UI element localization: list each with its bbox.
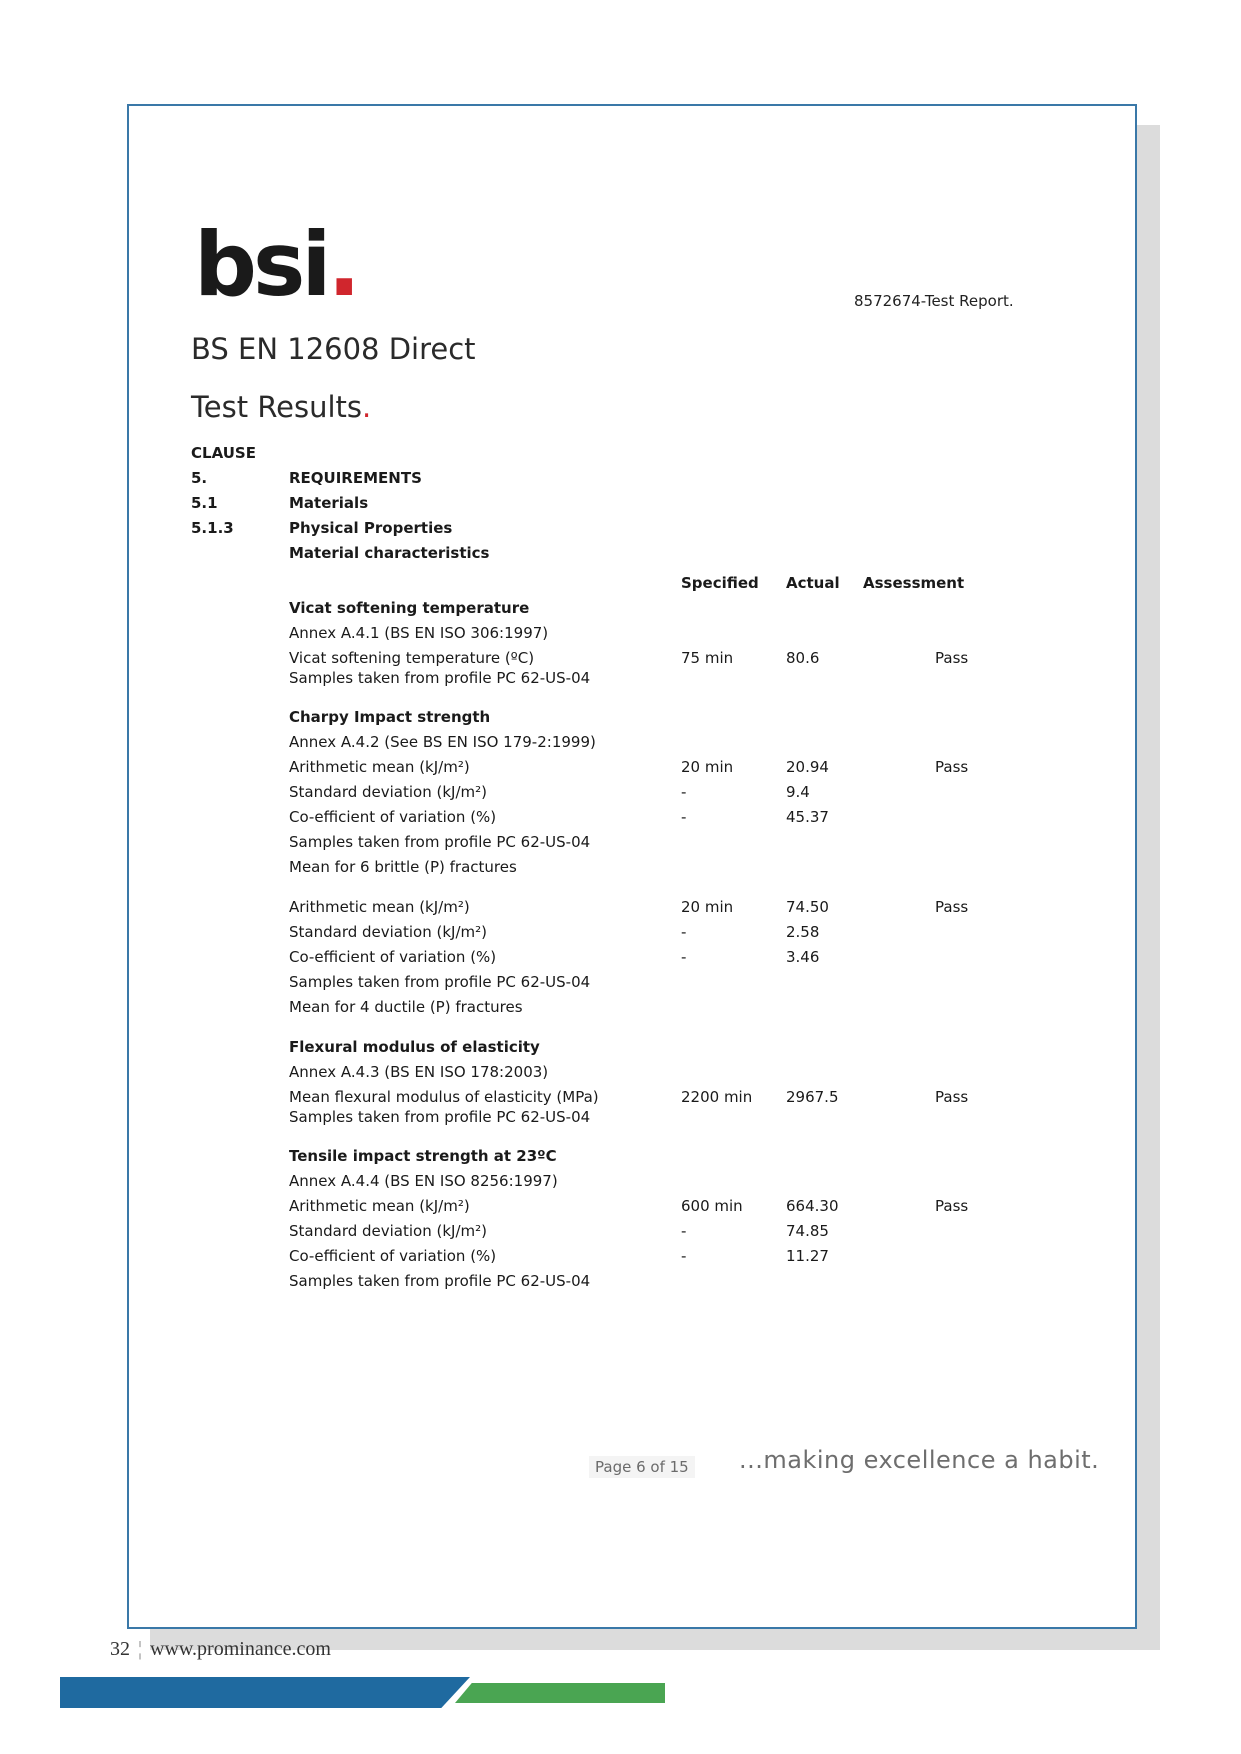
specified-value: - [681, 923, 687, 941]
specified-value: 20 min [681, 898, 734, 916]
annex-reference: Annex A.4.2 (See BS EN ISO 179-2:1999) [289, 733, 596, 751]
annex-reference: Annex A.4.4 (BS EN ISO 8256:1997) [289, 1172, 558, 1190]
specified-value: 75 min [681, 649, 734, 667]
assessment-value: Pass [935, 898, 969, 916]
test-group-title: Flexural modulus of elasticity [289, 1038, 540, 1056]
assessment-value: Pass [935, 1197, 969, 1215]
clause-label: Material characteristics [289, 544, 490, 562]
specified-value: - [681, 1247, 687, 1265]
clause-number: 5.1.3 [191, 519, 234, 537]
clause-label: REQUIREMENTS [289, 469, 422, 487]
samples-note: Samples taken from profile PC 62-US-04 [289, 1272, 591, 1290]
property-label: Standard deviation (kJ/m²) [289, 923, 487, 941]
report-page-frame [127, 104, 1137, 1629]
samples-note: Samples taken from profile PC 62-US-04 [289, 833, 591, 851]
test-group-title: Charpy Impact strength [289, 708, 491, 726]
clause-number: 5.1 [191, 494, 218, 512]
specified-value: 2200 min [681, 1088, 753, 1106]
property-label: Mean flexural modulus of elasticity (MPa) [289, 1088, 599, 1106]
section-title: Test Results. [191, 390, 372, 424]
footer-green-bar [455, 1683, 665, 1703]
actual-value: 2967.5 [786, 1088, 839, 1106]
actual-value: 74.50 [786, 898, 829, 916]
assessment-value: Pass [935, 1088, 969, 1106]
bsi-tagline: ...making excellence a habit. [739, 1446, 1100, 1474]
report-page-number: Page 6 of 15 [589, 1456, 695, 1478]
property-label: Arithmetic mean (kJ/m²) [289, 898, 470, 916]
column-header-specified: Specified [681, 574, 759, 592]
test-group-title: Vicat softening temperature [289, 599, 530, 617]
specified-value: - [681, 948, 687, 966]
specified-value: 20 min [681, 758, 734, 776]
property-label: Co-efficient of variation (%) [289, 808, 497, 826]
footer-separator: ¦ [138, 1638, 143, 1660]
assessment-value: Pass [935, 649, 969, 667]
samples-note: Samples taken from profile PC 62-US-04 [289, 669, 591, 687]
annex-reference: Annex A.4.3 (BS EN ISO 178:2003) [289, 1063, 549, 1081]
property-label: Standard deviation (kJ/m²) [289, 1222, 487, 1240]
property-label: Arithmetic mean (kJ/m²) [289, 1197, 470, 1215]
actual-value: 3.46 [786, 948, 820, 966]
test-group-title: Tensile impact strength at 23ºC [289, 1147, 557, 1165]
page-footer [110, 1638, 331, 1661]
actual-value: 20.94 [786, 758, 829, 776]
actual-value: 80.6 [786, 649, 820, 667]
samples-note: Samples taken from profile PC 62-US-04 [289, 973, 591, 991]
property-label: Arithmetic mean (kJ/m²) [289, 758, 470, 776]
actual-value: 45.37 [786, 808, 829, 826]
fracture-note: Mean for 4 ductile (P) fractures [289, 998, 523, 1016]
assessment-value: Pass [935, 758, 969, 776]
bsi-logo: bsi. [194, 213, 357, 316]
property-label: Co-efficient of variation (%) [289, 948, 497, 966]
samples-note: Samples taken from profile PC 62-US-04 [289, 1108, 591, 1126]
specified-value: 600 min [681, 1197, 743, 1215]
report-reference: 8572674-Test Report. [854, 292, 1014, 310]
column-header-assessment: Assessment [863, 574, 965, 592]
actual-value: 9.4 [786, 783, 810, 801]
actual-value: 664.30 [786, 1197, 839, 1215]
specified-value: - [681, 783, 687, 801]
actual-value: 74.85 [786, 1222, 829, 1240]
property-label: Vicat softening temperature (ºC) [289, 649, 535, 667]
specified-value: - [681, 1222, 687, 1240]
actual-value: 2.58 [786, 923, 820, 941]
actual-value: 11.27 [786, 1247, 829, 1265]
annex-reference: Annex A.4.1 (BS EN ISO 306:1997) [289, 624, 549, 642]
document-title: BS EN 12608 Direct [191, 332, 476, 366]
clause-number: 5. [191, 469, 208, 487]
property-label: Co-efficient of variation (%) [289, 1247, 497, 1265]
clause-label: Physical Properties [289, 519, 453, 537]
specified-value: - [681, 808, 687, 826]
website-link[interactable]: www.prominance.com [150, 1638, 331, 1660]
column-header-actual: Actual [786, 574, 840, 592]
clause-heading: CLAUSE [191, 444, 256, 462]
fracture-note: Mean for 6 brittle (P) fractures [289, 858, 517, 876]
page-number: 32 [110, 1638, 130, 1660]
footer-blue-bar [60, 1677, 470, 1708]
clause-label: Materials [289, 494, 369, 512]
property-label: Standard deviation (kJ/m²) [289, 783, 487, 801]
